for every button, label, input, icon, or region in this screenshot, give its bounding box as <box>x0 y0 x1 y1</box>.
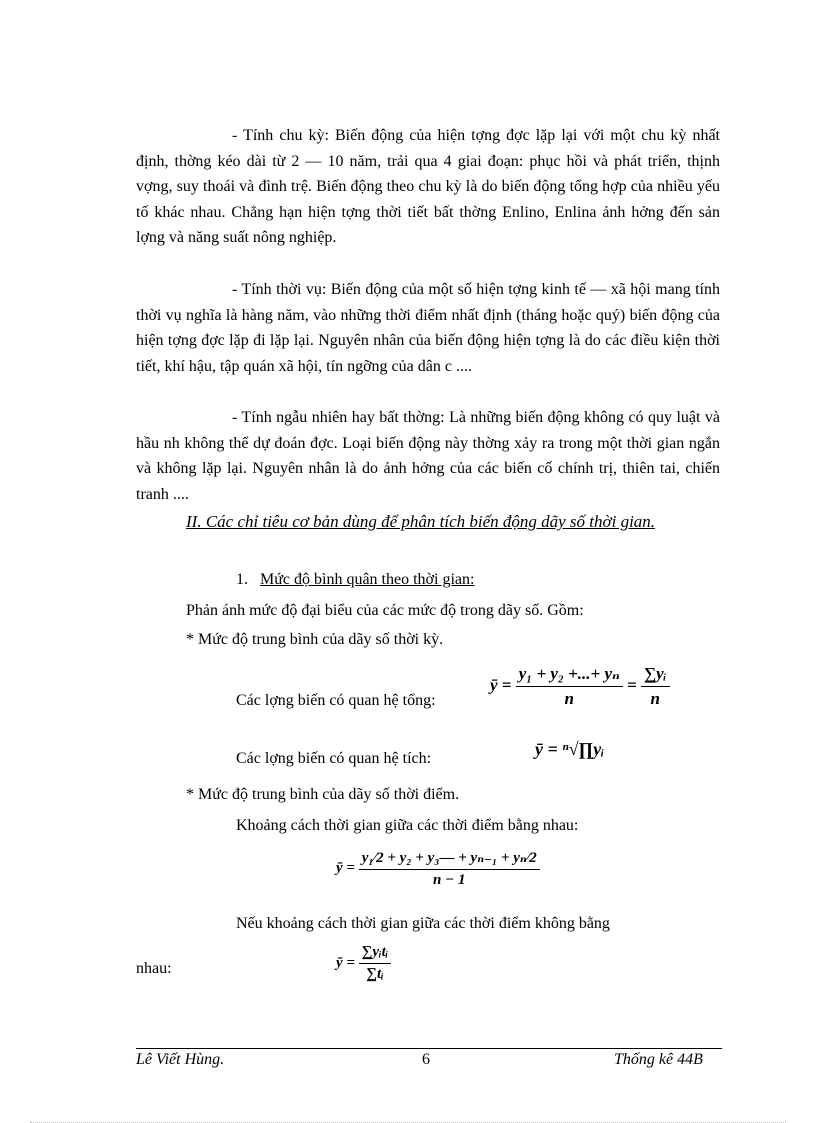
subsection-number: 1. <box>236 571 248 588</box>
weighted-numerator: ∑yᵢtᵢ <box>359 944 392 964</box>
ybar-symbol-3: ȳ <box>336 954 343 971</box>
formula-sum <box>490 664 670 709</box>
khoang-cach-bang: Khoảng cách thời gian giữa các thời điểm bằng nhau: <box>236 817 579 834</box>
fraction-point <box>359 848 540 889</box>
page-number: 6 <box>422 1051 430 1068</box>
section-heading: II. Các chỉ tiêu cơ bản dùng để phân tích biến động dãy số thời gian. <box>186 512 656 531</box>
bullet-thoi-ky: * Mức độ trung bình của dãy số thời kỳ. <box>186 631 444 648</box>
subsection-title: Mức độ bình quân theo thời gian: <box>260 571 475 588</box>
fraction-weighted <box>359 944 392 983</box>
point-denominator: n − 1 <box>433 872 466 888</box>
point-numerator: y₁⁄2 + y₂ + y₃— + yₙ₋₁ + yₙ⁄2 <box>359 848 540 870</box>
ybar-symbol: ȳ <box>490 675 498 695</box>
sum-denominator: n <box>564 689 575 708</box>
paragraph-thoi-vu: - Tính thời vụ: Biến động của một số hiện tợng kinh tế — xã hội mang tính thời vụ nghĩa là hàng năm, vào những thời điểm nhất định (tháng hoặc quý) biến động của hiện tợng đợc lặp đi lặp lại. Nguyên nhân của biến động hiện tợng là do các điều kiện thời tiết, khí hậu, tập quán xã hội, tín ngỡng của dân c .... <box>136 281 720 375</box>
paragraph-ngau-nhien: - Tính ngẫu nhiên hay bất thờng: Là những biến động không có quy luật và hầu nh không thể dự đoán đợc. Loại biến động này thờng xảy ra trong một thời gian ngắn và không lặp lại. Nguyên nhân là do ảnh hởng của các biến cố chính trị, thiên tai, chiến tranh .... <box>136 409 720 503</box>
formula-product: ȳ = ⁿ√∏yᵢ <box>535 739 605 759</box>
sum-short-denominator: n <box>650 689 661 708</box>
footer-course: Thống kê 44B <box>614 1051 703 1068</box>
sum-short-numerator: ∑yᵢ <box>641 664 670 687</box>
khoang-cach-khong-bang: Nếu khoảng cách thời gian giữa các thời điểm không bằng <box>236 915 610 932</box>
fraction-sum-short <box>641 664 670 709</box>
fraction-sum <box>516 664 623 709</box>
intro-line: Phản ánh mức độ đại biểu của các mức độ trong dãy số. Gồm: <box>186 602 584 619</box>
footer-author: Lê Viết Hùng. <box>136 1051 225 1068</box>
nhau-label: nhau: <box>136 960 172 977</box>
equals-sign-4: = <box>346 954 355 971</box>
equals-sign-3: = <box>346 859 355 876</box>
quan-he-tong-label: Các lợng biến có quan hệ tổng: <box>236 692 436 709</box>
weighted-denominator: ∑tᵢ <box>366 966 384 982</box>
quan-he-tich-label: Các lợng biến có quan hệ tích: <box>236 750 432 767</box>
footer-rule <box>136 1048 722 1049</box>
equals-sign-2: = <box>627 675 637 695</box>
formula-point <box>336 848 540 889</box>
equals-sign: = <box>501 675 512 695</box>
formula-weighted <box>336 944 391 983</box>
ybar-symbol-2: ȳ <box>336 859 343 876</box>
sum-numerator: y₁ + y₂ +...+ yₙ <box>516 664 623 687</box>
paragraph-chu-ky: - Tính chu kỳ: Biến động của hiện tợng đợc lặp lại với một chu kỳ nhất định, thờng kéo dài từ 2 — 10 năm, trải qua 4 giai đoạn: phục hồi và phát triển, thịnh vợng, suy thoái và đình trệ. Biến động theo chu kỳ là do biến động tổng hợp của nhiều yếu tố khác nhau. Chẳng hạn hiện tợng thời tiết bất thờng Enlino, Enlina ảnh hởng đến sản lợng và năng suất nông nghiệp. <box>136 127 720 247</box>
bullet-thoi-diem: * Mức độ trung bình của dãy số thời điểm. <box>186 786 460 803</box>
